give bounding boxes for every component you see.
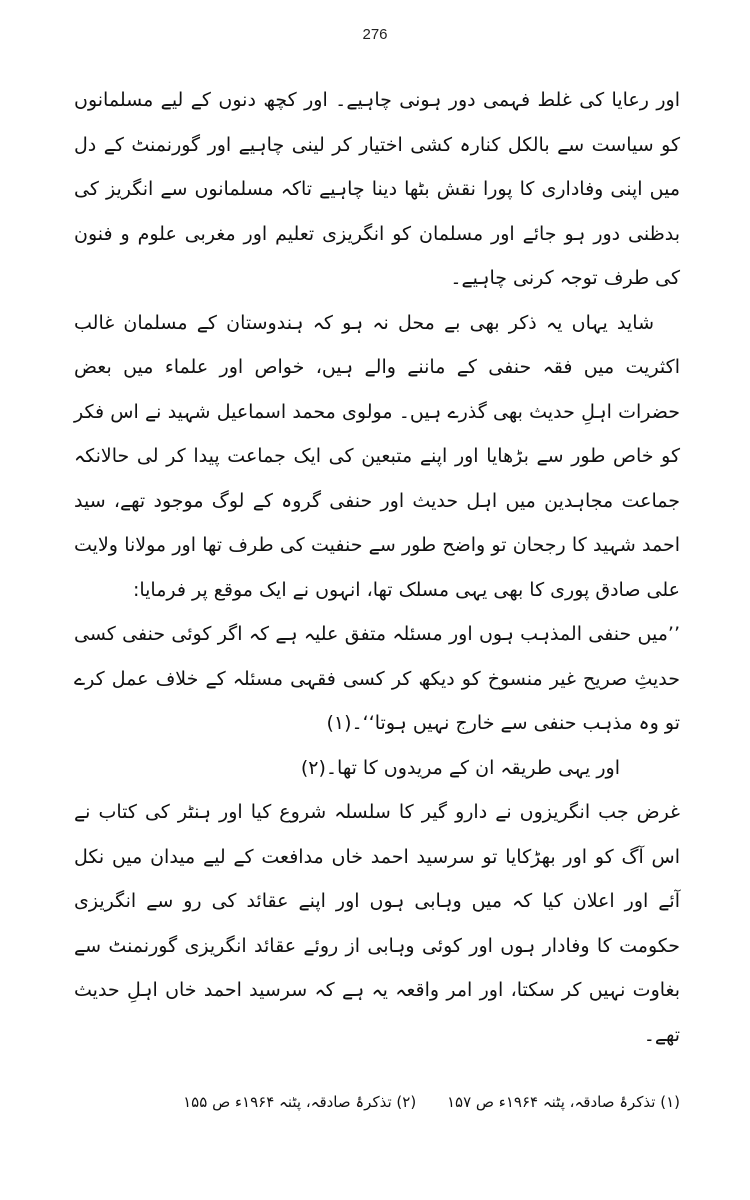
footnotes (74, 1090, 680, 1114)
paragraph-2: شاید یہاں یہ ذکر بھی بے محل نہ ہو کہ ہندوستان کے مسلمان غالب اکثریت میں فقہ حنفی کے ماننے والے ہیں، خواص اور علماء میں بعض حضرات اہلِ حدیث بھی گذرے ہیں۔ مولوی محمد اسماعیل شہید نے اس فکر کو خاص طور سے بڑھایا اور اپنے متبعین کی ایک جماعت پیدا کر لی حالانکہ جماعت مجاہدین میں اہل حدیث اور حنفی گروہ کے لوگ موجود تھے، سید احمد شہید کا رجحان تو واضح طور سے حنفیت کی طرف تھا اور مولانا ولایت علی صادق پوری کا بھی یہی مسلک تھا، انہوں نے ایک موقع پر فرمایا: (74, 311, 680, 601)
page-number: 276 (362, 26, 388, 43)
paragraph-4: اور یہی طریقہ ان کے مریدوں کا تھا۔(۲) (300, 756, 620, 779)
footnote-2: (۲) تذکرۂ صادقہ، پٹنہ ۱۹۶۴ء ص ۱۵۵ (183, 1093, 417, 1111)
footnote-1: (۱) تذکرۂ صادقہ، پٹنہ ۱۹۶۴ء ص ۱۵۷ (446, 1093, 680, 1111)
paragraph-1: اور رعایا کی غلط فہمی دور ہونی چاہیے۔ اور کچھ دنوں کے لیے مسلمانوں کو سیاست سے بالکل کنارہ کشی اختیار کر لینی چاہیے اور گورنمنٹ کے دل میں اپنی وفاداری کا پورا نقش بٹھا دینا چاہیے تاکہ مسلمانوں سے انگریز کی بدظنی دور ہو جائے اور مسلمان کو انگریزی تعلیم اور مغربی علوم و فنون کی طرف توجہ کرنی چاہیے۔ (74, 89, 680, 289)
quotation-paragraph: ’’میں حنفی المذہب ہوں اور مسئلہ متفق علیہ ہے کہ اگر کوئی حنفی کسی حدیثِ صریح غیر منسوخ کو دیکھ کر کسی فقہی مسئلہ کے خلاف عمل کرے تو وہ مذہب حنفی سے خارج نہیں ہوتا‘‘۔(۱) (74, 623, 680, 734)
page-body (74, 78, 680, 1057)
paragraph-5: غرض جب انگریزوں نے دارو گیر کا سلسلہ شروع کیا اور ہنٹر کی کتاب نے اس آگ کو اور بھڑکایا تو سرسید احمد خاں مدافعت کے لیے میدان میں نکل آئے اور اعلان کیا کہ میں وہابی ہوں اور اپنے عقائد کی رو سے انگریزی حکومت کا وفادار ہوں اور کوئی وہابی از روئے عقائد انگریزی گورنمنٹ سے بغاوت نہیں کر سکتا، اور امر واقعہ یہ ہے کہ سرسید احمد خاں اہلِ حدیث تھے۔ (74, 801, 680, 1046)
